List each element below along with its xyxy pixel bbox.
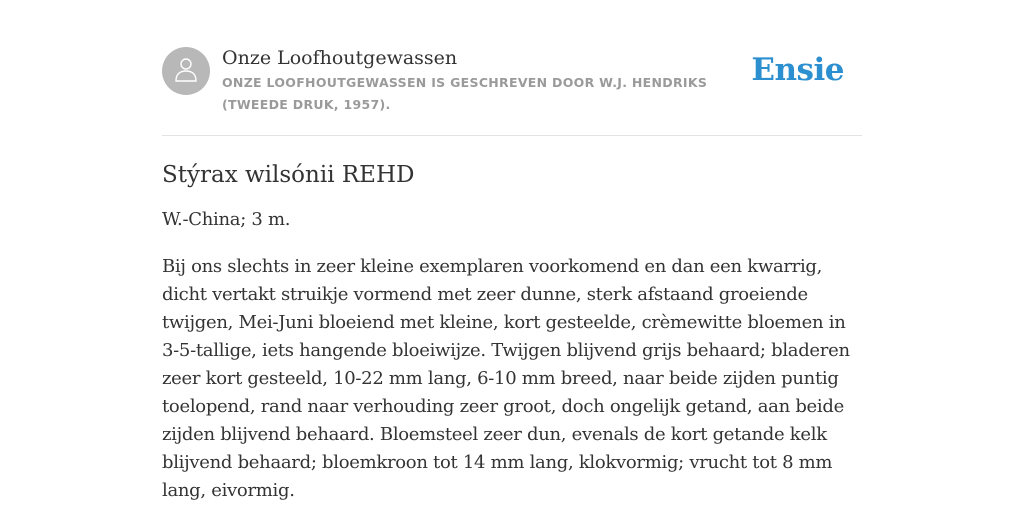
book-info xyxy=(222,44,752,116)
entry-paragraph: W.-China; 3 m. xyxy=(162,209,291,230)
user-icon xyxy=(172,55,200,88)
book-subtitle: ONZE LOOFHOUTGEWASSEN IS GESCHREVEN DOOR W.J. HENDRIKS (TWEEDE DRUK, 1957). xyxy=(222,75,708,112)
book-title[interactable]: Onze Loofhoutgewassen xyxy=(222,47,458,69)
header-divider xyxy=(162,135,862,136)
avatar[interactable] xyxy=(162,47,210,95)
entry-title: Stýrax wilsónii REHD xyxy=(162,162,415,188)
entry-paragraph: Bij ons slechts in zeer kleine exemplaren voorkomend en dan een kwarrig, dicht vertakt struikje vormend met zeer dunne, sterk afstaand groeiende twijgen, Mei-Juni bloeiend met kleine, kort gesteelde, crèmewitte bloemen in 3-5-tallige, iets hangende bloeiwijze. Twijgen blijvend grijs behaard; bladeren zeer kort gesteeld, 10-22 mm lang, 6-10 mm breed, naar beide zijden puntig toelopend, rand naar verhouding zeer groot, doch ongelijk getand, aan beide zijden blijvend behaard. Bloemsteel zeer dun, evenals de kort getande kelk blijvend behaard; bloemkroon tot 14 mm lang, klokvormig; vrucht tot 8 mm lang, eivormig. xyxy=(162,256,850,501)
brand-logo[interactable]: Ensie xyxy=(751,52,844,88)
book-header xyxy=(162,44,862,116)
entry-content xyxy=(162,156,862,512)
